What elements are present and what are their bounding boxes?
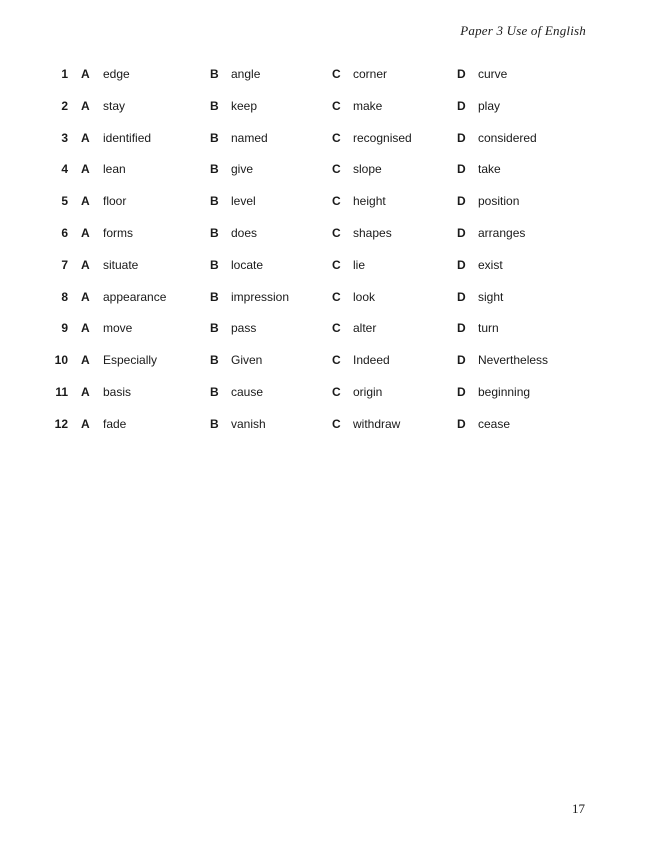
question-row bbox=[0, 193, 647, 225]
option-word-b: locate bbox=[231, 257, 264, 272]
option-word-c: origin bbox=[353, 384, 383, 399]
option-letter-c: C bbox=[332, 321, 341, 336]
option-word-a: floor bbox=[103, 194, 127, 209]
question-number: 5 bbox=[61, 194, 68, 209]
question-number: 12 bbox=[54, 416, 68, 431]
question-row bbox=[0, 416, 647, 448]
question-row bbox=[0, 289, 647, 321]
option-letter-d: D bbox=[457, 98, 466, 113]
option-word-d: curve bbox=[478, 67, 508, 81]
option-word-b: impression bbox=[231, 289, 290, 304]
option-word-b: angle bbox=[231, 67, 261, 81]
option-word-b: keep bbox=[231, 98, 258, 113]
option-letter-d: D bbox=[457, 225, 466, 240]
option-word-c: lie bbox=[353, 257, 366, 272]
option-letter-c: C bbox=[332, 257, 341, 272]
option-word-c: corner bbox=[353, 67, 388, 81]
option-letter-a: A bbox=[81, 321, 90, 336]
question-number: 8 bbox=[61, 289, 68, 304]
page-header: Paper 3 Use of English bbox=[460, 23, 586, 38]
option-letter-a: A bbox=[81, 225, 90, 240]
option-word-d: Nevertheless bbox=[478, 353, 549, 368]
question-number: 6 bbox=[61, 225, 68, 240]
option-letter-c: C bbox=[332, 289, 341, 304]
option-word-a: appearance bbox=[103, 289, 167, 304]
option-letter-d: D bbox=[457, 67, 466, 81]
option-word-a: Especially bbox=[103, 353, 158, 368]
option-word-c: shapes bbox=[353, 225, 392, 240]
option-letter-a: A bbox=[81, 353, 90, 368]
option-letter-a: A bbox=[81, 98, 90, 113]
option-word-b: does bbox=[231, 225, 258, 240]
option-letter-a: A bbox=[81, 384, 90, 399]
option-letter-d: D bbox=[457, 130, 466, 145]
option-letter-c: C bbox=[332, 225, 341, 240]
option-word-a: edge bbox=[103, 67, 130, 81]
option-letter-c: C bbox=[332, 353, 341, 368]
option-letter-b: B bbox=[210, 130, 219, 145]
option-letter-b: B bbox=[210, 98, 219, 113]
option-word-a: stay bbox=[103, 98, 126, 113]
option-word-c: look bbox=[353, 289, 376, 304]
option-word-c: recognised bbox=[353, 130, 412, 145]
option-letter-a: A bbox=[81, 416, 90, 431]
question-number: 7 bbox=[61, 257, 68, 272]
option-word-c: withdraw bbox=[353, 416, 401, 431]
option-letter-d: D bbox=[457, 162, 466, 177]
option-letter-b: B bbox=[210, 67, 219, 81]
question-row bbox=[0, 225, 647, 257]
option-letter-b: B bbox=[210, 162, 219, 177]
question-number: 3 bbox=[61, 130, 68, 145]
option-word-b: vanish bbox=[231, 416, 266, 431]
option-letter-a: A bbox=[81, 130, 90, 145]
option-letter-b: B bbox=[210, 384, 219, 399]
option-letter-a: A bbox=[81, 162, 90, 177]
option-letter-c: C bbox=[332, 162, 341, 177]
option-letter-a: A bbox=[81, 257, 90, 272]
option-word-b: pass bbox=[231, 321, 257, 336]
question-row bbox=[0, 320, 647, 352]
option-letter-d: D bbox=[457, 289, 466, 304]
option-letter-b: B bbox=[210, 416, 219, 431]
question-number: 1 bbox=[61, 67, 68, 81]
option-letter-a: A bbox=[81, 289, 90, 304]
option-word-d: play bbox=[478, 98, 501, 113]
option-word-b: named bbox=[231, 130, 268, 145]
option-letter-d: D bbox=[457, 384, 466, 399]
option-letter-c: C bbox=[332, 384, 341, 399]
question-number: 11 bbox=[55, 384, 68, 399]
question-number: 2 bbox=[61, 98, 68, 113]
option-letter-b: B bbox=[210, 257, 219, 272]
option-letter-b: B bbox=[210, 225, 219, 240]
option-letter-c: C bbox=[332, 130, 341, 145]
question-row bbox=[0, 98, 647, 130]
question-row bbox=[0, 384, 647, 416]
option-word-d: exist bbox=[478, 257, 503, 272]
page-number: 17 bbox=[572, 801, 585, 816]
option-word-b: level bbox=[231, 194, 256, 209]
option-letter-c: C bbox=[332, 416, 341, 431]
option-letter-a: A bbox=[81, 194, 90, 209]
option-word-c: make bbox=[353, 98, 383, 113]
option-word-c: Indeed bbox=[353, 353, 390, 368]
option-letter-d: D bbox=[457, 194, 466, 209]
question-row bbox=[0, 161, 647, 193]
option-word-b: give bbox=[231, 162, 254, 177]
option-word-d: turn bbox=[478, 321, 499, 336]
question-row bbox=[0, 257, 647, 289]
question-row bbox=[0, 66, 647, 98]
option-letter-b: B bbox=[210, 321, 219, 336]
option-letter-b: B bbox=[210, 194, 219, 209]
option-letter-b: B bbox=[210, 289, 219, 304]
option-letter-d: D bbox=[457, 257, 466, 272]
option-word-a: basis bbox=[103, 384, 132, 399]
question-row bbox=[0, 352, 647, 384]
option-word-d: take bbox=[478, 162, 501, 177]
option-word-a: fade bbox=[103, 416, 127, 431]
option-word-a: move bbox=[103, 321, 133, 336]
option-letter-c: C bbox=[332, 194, 341, 209]
option-word-d: considered bbox=[478, 130, 537, 145]
option-word-a: forms bbox=[103, 225, 133, 240]
option-letter-c: C bbox=[332, 67, 341, 81]
option-word-a: lean bbox=[103, 162, 126, 177]
option-letter-d: D bbox=[457, 416, 466, 431]
option-word-c: height bbox=[353, 194, 386, 209]
option-word-c: slope bbox=[353, 162, 382, 177]
option-word-b: Given bbox=[231, 353, 263, 368]
option-word-c: alter bbox=[353, 321, 377, 336]
option-letter-d: D bbox=[457, 353, 466, 368]
option-letter-a: A bbox=[81, 67, 90, 81]
option-word-d: position bbox=[478, 194, 520, 209]
question-list bbox=[0, 66, 647, 448]
question-row bbox=[0, 130, 647, 162]
option-word-a: identified bbox=[103, 130, 152, 145]
option-word-d: arranges bbox=[478, 225, 526, 240]
question-number: 10 bbox=[54, 353, 68, 368]
option-word-d: beginning bbox=[478, 384, 531, 399]
option-word-b: cause bbox=[231, 384, 264, 399]
option-word-d: cease bbox=[478, 416, 511, 431]
option-letter-d: D bbox=[457, 321, 466, 336]
option-word-a: situate bbox=[103, 257, 139, 272]
option-letter-c: C bbox=[332, 98, 341, 113]
option-letter-b: B bbox=[210, 353, 219, 368]
question-number: 9 bbox=[61, 321, 68, 336]
question-number: 4 bbox=[61, 162, 68, 177]
option-word-d: sight bbox=[478, 289, 504, 304]
